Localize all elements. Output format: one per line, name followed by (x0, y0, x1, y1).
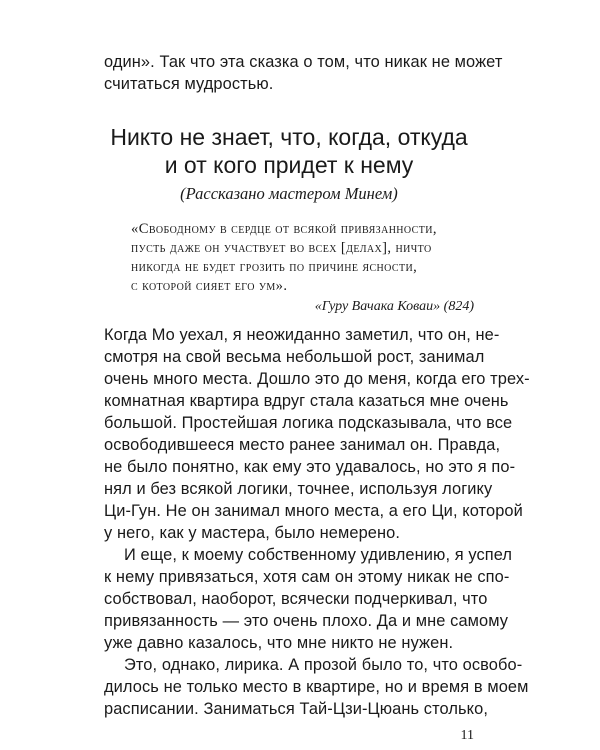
body-line: у него, как у мастера, было немерено. (104, 524, 401, 542)
body-line: Это, однако, лирика. А прозой было то, что освобо- (124, 656, 523, 674)
body-line: Ци-Гун. Не он занимал много места, а его Ци, которой (104, 502, 523, 520)
chapter-subtitle: (Рассказано мастером Минем) (180, 184, 398, 203)
body-line: не было понятно, как ему это удавалось, но это я по- (104, 458, 516, 476)
body-line: к нему привязаться, хотя сам он этому никак не спо- (104, 568, 510, 586)
body-line: собствовал, наоборот, всячески подчеркивал, что (104, 590, 488, 608)
chapter-title-line: и от кого придет к нему (164, 152, 414, 178)
body-line: большой. Простейшая логика подсказывала, что все (104, 414, 513, 432)
body-line: дилось не только место в квартире, но и время в моем (104, 678, 529, 696)
body-line: нял и без всякой логики, точнее, используя логику (104, 480, 493, 498)
page-number: 11 (460, 728, 474, 743)
epigraph-attribution: «Гуру Вачака Коваи» (824) (314, 299, 474, 314)
epigraph-line: с которой сияет его ум». (131, 278, 288, 294)
body-line: уже давно казалось, что мне никто не нужен. (104, 634, 454, 652)
intro-line: считаться мудростью. (104, 75, 274, 93)
body-line: привязанность — это очень плохо. Да и мне самому (104, 612, 509, 630)
body-line: расписании. Заниматься Тай-Цзи-Цюань столько, (104, 700, 488, 718)
body-line: освободившееся место ранее занимал он. Правда, (104, 436, 501, 454)
epigraph-line: никогда не будет грозить по причине ясности, (131, 259, 418, 275)
epigraph-line: пусть даже он участвует во всех [делах], ничто (131, 240, 432, 256)
body-line: комнатная квартира вдруг стала казаться мне очень (104, 392, 509, 410)
body-line: И еще, к моему собственному удивлению, я успел (124, 546, 513, 564)
body-line: смотря на свой весьма небольшой рост, занимал (104, 348, 485, 366)
body-line: Когда Мо уехал, я неожиданно заметил, что он, не- (104, 326, 500, 344)
body-line: очень много места. Дошло это до меня, когда его трех- (104, 370, 530, 388)
chapter-title-line: Никто не знает, что, когда, откуда (110, 124, 468, 150)
epigraph-line: «Свободному в сердце от всякой привязанности, (131, 221, 437, 237)
intro-line: один». Так что эта сказка о том, что никак не может (104, 53, 503, 71)
